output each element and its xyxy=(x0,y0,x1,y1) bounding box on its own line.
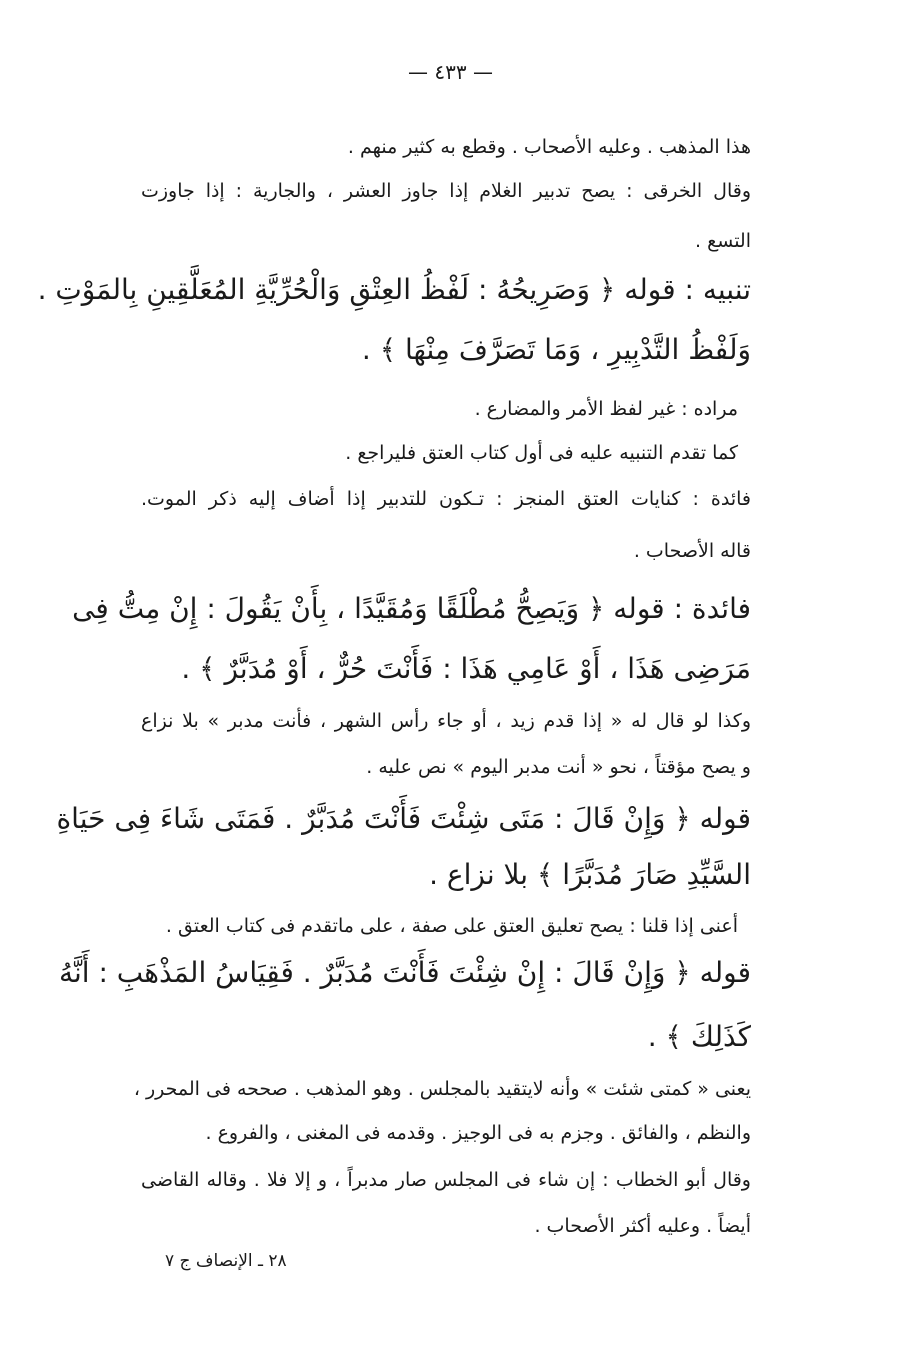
quoted-text-line: وَلَفْظُ التَّدْبِيرِ ، وَمَا تَصَرَّفَ مِنْهَا ﴾ . xyxy=(361,333,751,366)
quoted-text-line: كَذَلِكَ ﴾ . xyxy=(647,1020,751,1053)
text-line: كما تقدم التنبيه عليه فى أول كتاب العتق فليراجع . xyxy=(345,442,738,464)
text-line: فائدة : كنايات العتق المنجز : تـكون للتدبير إذا أضاف إليه ذكر الموت. xyxy=(141,488,751,510)
text-line: وكذا لو قال له « إذا قدم زيد ، أو جاء رأس الشهر ، فأنت مدبر » بلا نزاع xyxy=(141,710,751,732)
page-number: — ٤٣٣ — xyxy=(408,60,493,84)
text-line: هذا المذهب . وعليه الأصحاب . وقطع به كثير منهم . xyxy=(347,136,751,158)
quoted-text-line: مَرَضِى هَذَا ، أَوْ عَامِي هَذَا : فَأَنْتَ حُرٌّ ، أَوْ مُدَبَّرٌ ﴾ . xyxy=(181,652,751,685)
text-line: و يصح مؤقتاً ، نحو « أنت مدبر اليوم » نص عليه . xyxy=(366,756,751,778)
quoted-text-line: تنبيه : قوله ﴿ وَصَرِيحُهُ : لَفْظُ العِتْقِ وَالْحُرِّيَّةِ المُعَلَّقِينِ بِالمَوْتِ . xyxy=(37,273,751,306)
quoted-text-line: السَّيِّدِ صَارَ مُدَبَّرًا ﴾ بلا نزاع . xyxy=(429,858,751,891)
footer-signature: ٢٨ ـ الإنصاف ج ٧ xyxy=(165,1251,287,1271)
quoted-text-line: قوله ﴿ وَإِنْ قَالَ : مَتَى شِئْتَ فَأَنْتَ مُدَبَّرٌ . فَمَتَى شَاءَ فِى حَيَاةِ xyxy=(56,802,751,835)
quoted-text-line: قوله ﴿ وَإِنْ قَالَ : إِنْ شِئْتَ فَأَنْتَ مُدَبَّرٌ . فَقِيَاسُ المَذْهَبِ : أَنَّهُ xyxy=(58,956,751,989)
text-line: أيضاً . وعليه أكثر الأصحاب . xyxy=(534,1215,751,1237)
text-line: والنظم ، والفائق . وجزم به فى الوجيز . وقدمه فى المغنى ، والفروع . xyxy=(205,1122,751,1144)
text-line: يعنى « كمتى شئت » وأنه لايتقيد بالمجلس . وهو المذهب . صححه فى المحرر ، xyxy=(133,1078,751,1100)
text-line: وقال الخرقى : يصح تدبير الغلام إذا جاوز العشر ، والجارية : إذا جاوزت xyxy=(141,180,751,202)
text-line: وقال أبو الخطاب : إن شاء فى المجلس صار مدبراً ، و إلا فلا . وقاله القاضى xyxy=(141,1169,751,1191)
text-line: التسع . xyxy=(695,230,751,252)
text-line: مراده : غير لفظ الأمر والمضارع . xyxy=(474,398,738,420)
quoted-text-line: فائدة : قوله ﴿ وَيَصِحُّ مُطْلَقًا وَمُقَيَّدًا ، بِأَنْ يَقُولَ : إِنْ مِتُّ فِى xyxy=(72,592,751,625)
text-line: قاله الأصحاب . xyxy=(633,540,751,562)
text-line: أعنى إذا قلنا : يصح تعليق العتق على صفة ، على ماتقدم فى كتاب العتق . xyxy=(165,915,738,937)
